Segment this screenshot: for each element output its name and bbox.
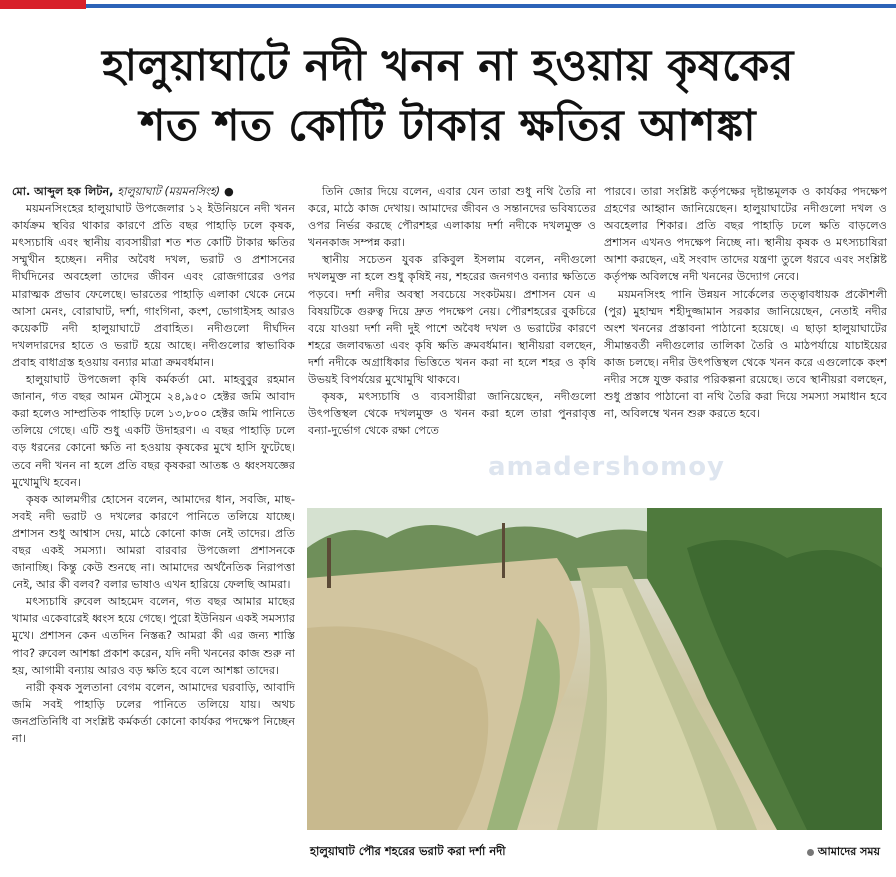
headline xyxy=(0,36,896,156)
photo-credit-text: আমাদের সময় xyxy=(817,845,880,858)
column3-paragraph-2: ময়মনসিংহ পানি উন্নয়ন সার্কেলের তত্ত্বাবধায়ক প্রকৌশলী (পুর) মুহাম্মদ শহীদুজ্জামান সরকার জানিয়েছেন, নেতাই নদীর অংশ খননের প্রস্তাবনা পাঠানো হয়েছে। এ ছাড়া হালুয়াঘাটের সীমান্তবর্তী নদীগুলোর তালিকা তৈরি ও মাঠপর্যায়ে যাচাইয়ের কাজ চলছে। নদীর উৎপত্তিস্থল থেকে খনন করে এগুলোকে কংশ নদীর সঙ্গে যুক্ত করার পরিকল্পনা রয়েছে। তবে স্থানীয়রা বলছেন, শুধু প্রস্তাব পাঠানো বা নথি তৈরি করা দিয়ে সমস্যা সমাধান হবে না, অবিলম্বে খনন শুরু করতে হবে। xyxy=(604,287,887,421)
river-photo-illustration xyxy=(307,508,882,830)
credit-bullet-icon xyxy=(807,849,814,856)
article-column-1 xyxy=(12,183,295,873)
photo-credit xyxy=(807,843,880,862)
column2-paragraph-2: স্থানীয় সচেতন যুবক রকিবুল ইসলাম বলেন, নদীগুলো দখলমুক্ত না হলে শুধু কৃষিই নয়, শহরের জনগণও বন্যার ক্ষতিতে পড়বে। দর্শা নদীর অবস্থা সবচেয়ে সংকটময়। প্রশাসন যেন এ বিষয়টিকে গুরুত্ব দিয়ে দ্রুত পদক্ষেপ নেয়। পৌরশহরের বুকচিরে বয়ে যাওয়া দর্শা নদী দুই পাশে অবৈধ দখল ও ভরাটের কারণে শহরে জলাবদ্ধতা এবং কৃষি ক্ষতি ক্রমবর্ধমান। স্থানীয়রা বলছেন, দর্শা নদীকে অগ্রাধিকার ভিত্তিতে খনন করা না হলে শহর ও কৃষি উভয়ই বিপর্যয়ের মুখোমুখি থাকবে। xyxy=(308,253,596,387)
column1-paragraph-3: কৃষক আলমগীর হোসেন বলেন, আমাদের ধান, সবজি, মাছ- সবই নদী ভরাট ও দখলের কারণে পানিতে তলিয়ে যাচ্ছে। প্রশাসন শুধু আশ্বাস দেয়, মাঠে কোনো কাজ নেই তাদের। প্রতি বছর একই সমস্যা। আমরা বারবার উপজেলা প্রশাসনকে জানাচ্ছি। কিন্তু কেউ শুনছে না। আমাদের অর্থনৈতিক নিরাপত্তা নেই, আর কী বলব? বলার ভাষাও এখন হারিয়ে ফেলছি আমরা। xyxy=(12,492,295,592)
headline-line-1: হালুয়াঘাটে নদী খনন না হওয়ায় কৃষকের xyxy=(102,41,794,91)
photo-caption: হালুয়াঘাট পৌর শহরের ভরাট করা দর্শা নদী xyxy=(310,844,506,858)
watermark: amadershomoy xyxy=(488,452,725,482)
column2-paragraph-1: তিনি জোর দিয়ে বলেন, এবার যেন তারা শুধু নথি তৈরি না করে, মাঠে কাজ দেখায়। আমাদের জীবন ও সন্তানদের ভবিষ্যতের ওপর নির্ভর করছে পৌরশহর এলাকায় দর্শা নদীকে দখলমুক্ত ও খননকাজ সম্পন্ন করা। xyxy=(308,185,596,250)
headline-line-2: শত শত কোটি টাকার ক্ষতির আশঙ্কা xyxy=(139,101,757,151)
column3-paragraph-1: পারবে। তারা সংশ্লিষ্ট কর্তৃপক্ষের দৃষ্টান্তমূলক ও কার্যকর পদক্ষেপ গ্রহণের আহ্বান জানিয়েছেন। হালুয়াঘাটের নদীগুলো দখল ও অবহেলার শিকার। প্রতি বছর পাহাড়ি ঢলে ক্ষতি বাড়লেও প্রশাসন এখনও পদক্ষেপ নিচ্ছে না। স্থানীয় কৃষক ও মৎস্যচাষিরা আশা করছেন, এই সংবাদ তাদের যন্ত্রণা তুলে ধরবে এবং সংশ্লিষ্ট কর্তৃপক্ষ অবিলম্বে নদী খননের উদ্যোগ নেবে। xyxy=(604,185,887,284)
top-color-bar xyxy=(0,0,896,10)
column1-paragraph-4: মৎস্যচাষি রুবেল আহমেদ বলেন, গত বছর আমার মাছের খামার একেবারেই ধ্বংস হয়ে গেছে। পুরো ইউনিয়ন একই সমস্যার মুখে। প্রশাসন কেন এতদিন নিস্তব্ধ? আমরা কী এর জন্য শাস্তি পাব? রুবেল আশঙ্কা প্রকাশ করেন, যদি নদী খননের কাজ শুরু না হয়, আগামী বন্যায় আরও বড় ক্ষতি হবে বলে আশঙ্কা তাদের। xyxy=(12,595,295,677)
top-bar-blue-line xyxy=(86,4,896,8)
river-photo xyxy=(307,508,882,830)
column1-paragraph-2: হালুয়াঘাট উপজেলা কৃষি কর্মকর্তা মো. মাহবুবুর রহমান জানান, গত বছর আমন মৌসুমে ২৪,৯৫০ হেক্টর জমি আবাদ করা হলেও সাম্প্রতিক পাহাড়ি ঢলে ১৩,৮০০ হেক্টর জমি পানিতে তলিয়ে গেছে। এটি শুধু একটি উদাহরণ। এ বছর পাহাড়ি ঢলে বড় ধরনের কোনো ক্ষতি না হওয়ায় কৃষকের মুখে হাসি ফুটেছে। তবে নদী খনন না হলে প্রতি বছর কৃষকরা আতঙ্ক ও ধ্বংসযজ্ঞের মুখোমুখি হবেন। xyxy=(12,373,295,489)
column1-paragraph-5: নারী কৃষক সুলতানা বেগম বলেন, আমাদের ঘরবাড়ি, আবাদি জমি সবই পাহাড়ি ঢলের পানিতে তলিয়ে যায়। অথচ জনপ্রতিনিধি বা সংশ্লিষ্ট কর্মকর্তা কোনো কার্যকর পদক্ষেপ নিচ্ছেন না। xyxy=(12,680,295,745)
column1-paragraph-1: ময়মনসিংহের হালুয়াঘাট উপজেলার ১২ ইউনিয়নে নদী খনন কার্যক্রম স্থবির থাকার কারণে প্রতি বছর পাহাড়ি ঢলে কৃষক, মৎস্যচাষি এবং স্থানীয় ব্যবসায়ীরা শত শত কোটি টাকার ক্ষতির সম্মুখীন হচ্ছেন। নদীর অবৈধ দখল, ভরাট ও প্রশাসনের দীর্ঘদিনের অবহেলা তাদের জীবন এবং রোজগারের ওপর মারাত্মক প্রভাব ফেলেছে। ভারতের পাহাড়ি এলাকা থেকে নেমে আসা মেনং, বোরাঘাট, দর্শা, গাংগিনা, কংশ, ভোগাইসহ আরও কয়েকটি নদী হালুয়াঘাটে প্রবাহিত। নদীগুলো দীর্ঘদিন দখলদারদের হাতে ও ভরাট হয়ে আছে। নদীগুলোর স্বাভাবিক প্রবাহ বাধাগ্রস্ত হওয়ায় বন্যার মাত্রা ক্রমবর্ধমান। xyxy=(12,202,295,369)
column2-paragraph-3: কৃষক, মৎস্যচাষি ও ব্যবসায়ীরা জানিয়েছেন, নদীগুলো উৎপত্তিস্থল থেকে দখলমুক্ত ও খনন করা হলে তারা পুনরাবৃত্ত বন্যা-দুর্ভোগ থেকে রক্ষা পেতে xyxy=(308,390,596,438)
byline: মো. আব্দুল হক লিটন, হালুয়াঘাট (ময়মনসিংহ) ● xyxy=(12,185,234,198)
byline-author: মো. আব্দুল হক লিটন, xyxy=(12,185,114,198)
top-bar-red-segment xyxy=(0,0,86,9)
byline-location: হালুয়াঘাট (ময়মনসিংহ) xyxy=(117,185,221,198)
